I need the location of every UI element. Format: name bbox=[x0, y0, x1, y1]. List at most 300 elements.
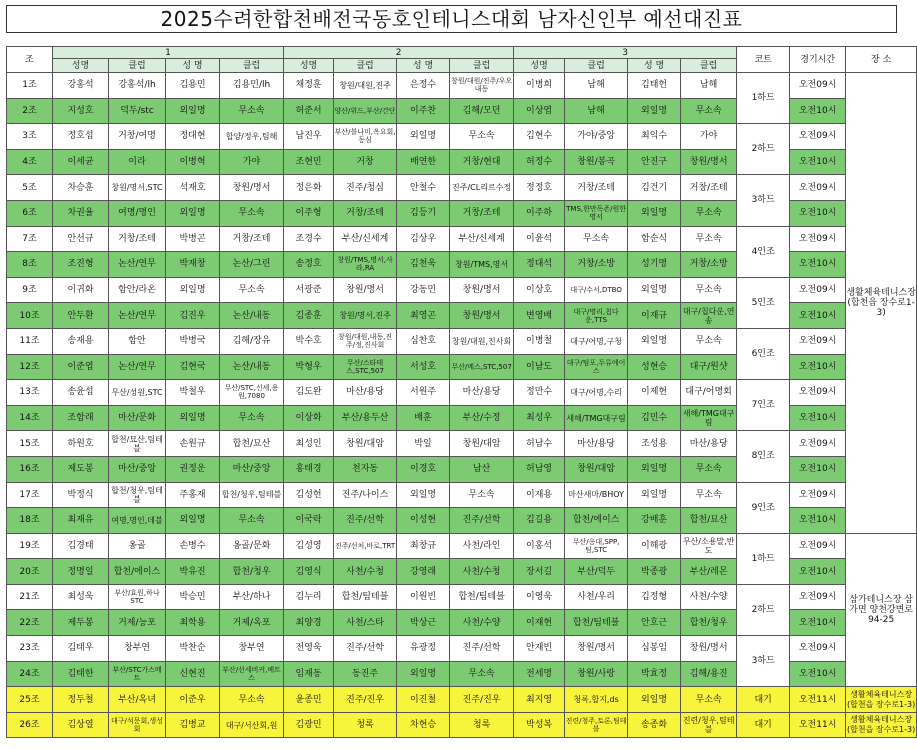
player-name: 김등기 bbox=[397, 200, 450, 226]
player-name: 하원호 bbox=[53, 431, 109, 457]
player-name: 외일명 bbox=[397, 482, 450, 508]
player-club: 거제/능포 bbox=[109, 610, 166, 636]
jo-label: 9조 bbox=[7, 277, 53, 303]
player-club: 청록 bbox=[334, 712, 397, 738]
player-club: 여명/명인 bbox=[109, 200, 166, 226]
jo-label: 15조 bbox=[7, 431, 53, 457]
player-name: 안호근 bbox=[628, 610, 681, 636]
player-club: 마산/중앙 bbox=[109, 456, 166, 482]
player-club: 무산/소용말,반도 bbox=[681, 533, 737, 559]
player-name: 이홍석 bbox=[514, 533, 565, 559]
court-label: 대기 bbox=[737, 687, 790, 713]
player-name: 외일명 bbox=[397, 124, 450, 150]
player-name: 박형우 bbox=[284, 354, 334, 380]
table-row bbox=[7, 431, 917, 457]
player-name: 김현국 bbox=[166, 354, 220, 380]
player-club: 창원/명서 bbox=[334, 277, 397, 303]
court-label: 8인조 bbox=[737, 431, 790, 482]
player-name: 박정식 bbox=[53, 482, 109, 508]
player-club: 창원/명서,STC bbox=[109, 175, 166, 201]
table-row bbox=[7, 124, 917, 150]
table-row bbox=[7, 73, 917, 99]
player-club: 창원/TMS,명서,사라,RA bbox=[334, 252, 397, 278]
player-name: 김천욱 bbox=[397, 252, 450, 278]
table-row bbox=[7, 584, 917, 610]
player-name: 강영래 bbox=[397, 559, 450, 585]
player-club: 합천/청우,팀테블 bbox=[220, 482, 284, 508]
match-time: 오전09시 bbox=[790, 482, 846, 508]
table-row bbox=[7, 533, 917, 559]
player-club: 부산/옥녀 bbox=[109, 687, 166, 713]
player-name: 김태한 bbox=[53, 661, 109, 687]
player-club: 무소속 bbox=[450, 482, 514, 508]
player-name: 이세균 bbox=[53, 149, 109, 175]
match-time: 오전11시 bbox=[790, 687, 846, 713]
player-name: 서성호 bbox=[397, 354, 450, 380]
player-club: 김해/장유 bbox=[220, 328, 284, 354]
player-name: 김용민 bbox=[166, 73, 220, 99]
player-name: 박상근 bbox=[397, 610, 450, 636]
player-club: 진주/선학 bbox=[450, 508, 514, 534]
player-club: 대구/어명,수리 bbox=[565, 380, 628, 406]
venue-label: 삼가테니스장 삼가면 양천강변로 94-25 bbox=[846, 533, 917, 687]
table-row bbox=[7, 712, 917, 738]
player-club: 마산새마/BHOY bbox=[565, 482, 628, 508]
player-name: 정대현 bbox=[166, 124, 220, 150]
player-club: 무산/옹대,SPP,팀,STC bbox=[565, 533, 628, 559]
player-name: 이상호 bbox=[514, 277, 565, 303]
jo-label: 14조 bbox=[7, 405, 53, 431]
court-label: 6인조 bbox=[737, 328, 790, 379]
player-club: 무소속 bbox=[450, 124, 514, 150]
player-name: 박병곤 bbox=[166, 226, 220, 252]
player-name: 외일명 bbox=[166, 508, 220, 534]
player-club: 동진주 bbox=[334, 661, 397, 687]
player-club: 김용민/lh bbox=[220, 73, 284, 99]
player-name: 최성우 bbox=[514, 405, 565, 431]
player-club: 창부연 bbox=[109, 636, 166, 662]
player-name: 외일명 bbox=[628, 277, 681, 303]
player-club: 부산/수정 bbox=[450, 405, 514, 431]
player-club: 마산/용당 bbox=[334, 380, 397, 406]
player-name: 외일명 bbox=[628, 98, 681, 124]
player-club: 논산/연무 bbox=[109, 303, 166, 329]
table-row bbox=[7, 328, 917, 354]
player-name: 조진형 bbox=[53, 252, 109, 278]
venue-label: 생활체육테니스장(합천읍 장수로1-3) bbox=[846, 73, 917, 534]
player-club: 창원/대암 bbox=[334, 431, 397, 457]
header-round-2: 2 bbox=[284, 47, 514, 59]
player-name: 이남도 bbox=[514, 354, 565, 380]
jo-label: 5조 bbox=[7, 175, 53, 201]
player-club: 진주/CL리르수정 bbox=[450, 175, 514, 201]
player-name: 제두봉 bbox=[53, 610, 109, 636]
player-name: 주홍재 bbox=[166, 482, 220, 508]
player-club: 합양/정우,팀해 bbox=[220, 124, 284, 150]
player-club: 논산/내동 bbox=[220, 354, 284, 380]
player-name: 조성용 bbox=[628, 431, 681, 457]
player-name: 송종화 bbox=[628, 712, 681, 738]
jo-label: 18조 bbox=[7, 508, 53, 534]
player-name: 김상우 bbox=[397, 226, 450, 252]
player-name: 김상열 bbox=[53, 712, 109, 738]
table-row bbox=[7, 226, 917, 252]
player-club: 대구/어명,구청 bbox=[565, 328, 628, 354]
match-time: 오전10시 bbox=[790, 508, 846, 534]
player-club: 청록,합지,ds bbox=[565, 687, 628, 713]
player-name: 조함래 bbox=[53, 405, 109, 431]
player-club: 합천/묘산 bbox=[220, 431, 284, 457]
player-club: 부산/블나미,옥요회,동심 bbox=[334, 124, 397, 150]
player-club: 진련/청주,토론,팀테블 bbox=[565, 712, 628, 738]
player-name: 최지영 bbox=[514, 687, 565, 713]
player-club: 무소속 bbox=[220, 508, 284, 534]
court-label: 4인조 bbox=[737, 226, 790, 277]
player-club: 무산/STC,신세,용원,7080 bbox=[220, 380, 284, 406]
player-name: 김성영 bbox=[284, 533, 334, 559]
court-label: 7인조 bbox=[737, 380, 790, 431]
match-time: 오전10시 bbox=[790, 456, 846, 482]
player-club: 합천/팀테블 bbox=[450, 584, 514, 610]
player-club: 무산/스타테스,STC,507 bbox=[334, 354, 397, 380]
player-club: 진주/선학 bbox=[334, 636, 397, 662]
player-name: 김현수 bbox=[514, 124, 565, 150]
player-club: 청록 bbox=[450, 712, 514, 738]
header-place: 장 소 bbox=[846, 47, 917, 73]
player-club: TMS,한만독존/원한명서 bbox=[565, 200, 628, 226]
player-name: 이원빈 bbox=[397, 584, 450, 610]
player-name: 외일명 bbox=[166, 405, 220, 431]
player-name: 김태우 bbox=[53, 636, 109, 662]
court-label: 2하드 bbox=[737, 124, 790, 175]
jo-label: 25조 bbox=[7, 687, 53, 713]
player-name: 변영배 bbox=[514, 303, 565, 329]
player-club: 부산/용두산 bbox=[334, 405, 397, 431]
player-name: 최익수 bbox=[628, 124, 681, 150]
header-field: 클럽 bbox=[565, 59, 628, 73]
player-name: 윤종민 bbox=[284, 687, 334, 713]
player-name: 심봉임 bbox=[628, 636, 681, 662]
player-name: 외일명 bbox=[166, 98, 220, 124]
player-club: 합천/팀테블 bbox=[334, 584, 397, 610]
player-club: 거창/조테 bbox=[220, 226, 284, 252]
match-time: 오전09시 bbox=[790, 277, 846, 303]
match-time: 오전10시 bbox=[790, 354, 846, 380]
player-club: 무소속 bbox=[220, 200, 284, 226]
player-club: 사천/수양 bbox=[681, 584, 737, 610]
player-name: 김민수 bbox=[628, 405, 681, 431]
player-name: 유광정 bbox=[397, 636, 450, 662]
table-row bbox=[7, 380, 917, 406]
jo-label: 12조 bbox=[7, 354, 53, 380]
player-name: 함순식 bbox=[628, 226, 681, 252]
player-name: 박병국 bbox=[166, 328, 220, 354]
player-name: 제도봉 bbox=[53, 456, 109, 482]
player-club: 마산/용당 bbox=[681, 431, 737, 457]
player-name: 외일명 bbox=[628, 200, 681, 226]
player-club: 옹골/문화 bbox=[220, 533, 284, 559]
player-name: 최양경 bbox=[284, 610, 334, 636]
player-name: 신현진 bbox=[166, 661, 220, 687]
player-name: 안진구 bbox=[628, 149, 681, 175]
match-time: 오전10시 bbox=[790, 200, 846, 226]
player-name: 허남수 bbox=[514, 431, 565, 457]
jo-label: 6조 bbox=[7, 200, 53, 226]
player-name: 외일명 bbox=[628, 328, 681, 354]
court-label: 1하드 bbox=[737, 73, 790, 124]
player-name: 배훈 bbox=[397, 405, 450, 431]
player-club: 창원/명서 bbox=[565, 636, 628, 662]
player-club: 대구/석문회,생성회 bbox=[109, 712, 166, 738]
player-name: 김길용 bbox=[514, 508, 565, 534]
player-name: 전세명 bbox=[514, 661, 565, 687]
player-club: 진련/청우,팀테블 bbox=[681, 712, 737, 738]
match-time: 오전09시 bbox=[790, 226, 846, 252]
jo-label: 21조 bbox=[7, 584, 53, 610]
match-time: 오전11시 bbox=[790, 712, 846, 738]
player-club: 가야 bbox=[681, 124, 737, 150]
jo-label: 8조 bbox=[7, 252, 53, 278]
player-club: 무산/메스,STC,507 bbox=[450, 354, 514, 380]
player-club: 사천/수청 bbox=[450, 559, 514, 585]
player-name: 김건기 bbox=[628, 175, 681, 201]
player-name: 정대석 bbox=[514, 252, 565, 278]
player-name: 조현민 bbox=[284, 149, 334, 175]
player-name: 이귀화 bbox=[53, 277, 109, 303]
player-name: 차현승 bbox=[397, 712, 450, 738]
player-name: 이재규 bbox=[628, 303, 681, 329]
player-name: 심찬호 bbox=[397, 328, 450, 354]
header-jo: 조 bbox=[7, 47, 53, 73]
table-row bbox=[7, 277, 917, 303]
table-row bbox=[7, 636, 917, 662]
player-club: 거창/소방 bbox=[681, 252, 737, 278]
header-round-3: 3 bbox=[514, 47, 737, 59]
player-club: 이라 bbox=[109, 149, 166, 175]
player-name: 강배훈 bbox=[628, 508, 681, 534]
match-time: 오전09시 bbox=[790, 73, 846, 99]
player-name: 김영식 bbox=[284, 559, 334, 585]
player-club: 창원/명서,진주 bbox=[334, 303, 397, 329]
player-club: 무소속 bbox=[565, 226, 628, 252]
match-time: 오전09시 bbox=[790, 533, 846, 559]
court-label: 9인조 bbox=[737, 482, 790, 533]
player-club: 남산 bbox=[450, 456, 514, 482]
table-row bbox=[7, 687, 917, 713]
player-club: 마산/용당 bbox=[450, 380, 514, 406]
player-name: 외일명 bbox=[628, 456, 681, 482]
player-club: 부산/신세계 bbox=[450, 226, 514, 252]
player-club: 함안/라온 bbox=[109, 277, 166, 303]
match-time: 오전09시 bbox=[790, 584, 846, 610]
header-field: 성 명 bbox=[166, 59, 220, 73]
header-field: 성 명 bbox=[628, 59, 681, 73]
player-club: 새해/TMG대구림 bbox=[565, 405, 628, 431]
court-label: 1하드 bbox=[737, 533, 790, 584]
player-name: 이진철 bbox=[397, 687, 450, 713]
header-field: 성 명 bbox=[397, 59, 450, 73]
player-club: 진주/진우 bbox=[450, 687, 514, 713]
player-name: 조경수 bbox=[284, 226, 334, 252]
player-name: 박유진 bbox=[166, 559, 220, 585]
player-club: 무소속 bbox=[220, 98, 284, 124]
player-name: 권정운 bbox=[166, 456, 220, 482]
player-name: 장서길 bbox=[514, 559, 565, 585]
player-name: 허정수 bbox=[514, 149, 565, 175]
player-club: 부산/효원,하나STC bbox=[109, 584, 166, 610]
jo-label: 10조 bbox=[7, 303, 53, 329]
court-label: 2하드 bbox=[737, 584, 790, 635]
player-club: 양산/위드,부산/간단 bbox=[334, 98, 397, 124]
jo-label: 22조 bbox=[7, 610, 53, 636]
player-name: 안선규 bbox=[53, 226, 109, 252]
player-club: 사천/수양 bbox=[450, 610, 514, 636]
player-club: 부산/덕두 bbox=[565, 559, 628, 585]
player-name: 정정호 bbox=[514, 175, 565, 201]
jo-label: 23조 bbox=[7, 636, 53, 662]
player-name: 김태헌 bbox=[628, 73, 681, 99]
match-time: 오전09시 bbox=[790, 124, 846, 150]
player-name: 박찬순 bbox=[166, 636, 220, 662]
match-time: 오전09시 bbox=[790, 636, 846, 662]
player-club: 합천/청우 bbox=[681, 610, 737, 636]
match-time: 오전10시 bbox=[790, 303, 846, 329]
player-club: 강홍석/lh bbox=[109, 73, 166, 99]
player-club: 창원/명서 bbox=[450, 303, 514, 329]
player-name: 이주하 bbox=[514, 200, 565, 226]
player-name: 정호섭 bbox=[53, 124, 109, 150]
player-name: 서광준 bbox=[284, 277, 334, 303]
player-club: 부산/STC가스메트 bbox=[109, 661, 166, 687]
player-club: 거창/조테 bbox=[109, 226, 166, 252]
player-club: 거창/조테 bbox=[681, 175, 737, 201]
table-row bbox=[7, 175, 917, 201]
player-club: 창원/봉곡 bbox=[565, 149, 628, 175]
player-name: 박수호 bbox=[284, 328, 334, 354]
player-club: 대구/수서,DTBO bbox=[565, 277, 628, 303]
court-label: 3하드 bbox=[737, 636, 790, 687]
player-name: 이병혁 bbox=[166, 149, 220, 175]
player-name: 배연한 bbox=[397, 149, 450, 175]
player-name: 차승훈 bbox=[53, 175, 109, 201]
header-field: 성명 bbox=[284, 59, 334, 73]
jo-label: 7조 bbox=[7, 226, 53, 252]
player-club: 마산/용당 bbox=[565, 431, 628, 457]
table-row bbox=[7, 482, 917, 508]
player-club: 부산/레몬 bbox=[681, 559, 737, 585]
player-club: 대구/서산회,원 bbox=[220, 712, 284, 738]
player-club: 논산/그린 bbox=[220, 252, 284, 278]
player-name: 이재용 bbox=[514, 482, 565, 508]
player-club: 김해/모던 bbox=[450, 98, 514, 124]
player-club: 무산/성원,STC bbox=[109, 380, 166, 406]
player-name: 이병희 bbox=[514, 73, 565, 99]
player-name: 김광민 bbox=[284, 712, 334, 738]
player-club: 진주/나이스 bbox=[334, 482, 397, 508]
player-club: 가야 bbox=[220, 149, 284, 175]
page-title: 2025수려한합천배전국동호인테니스대회 남자신인부 예선대진표 bbox=[6, 5, 897, 33]
player-club: 거창/현대 bbox=[450, 149, 514, 175]
player-club: 창원/명서 bbox=[220, 175, 284, 201]
header-row-rounds bbox=[7, 47, 917, 59]
player-club: 거창/조테 bbox=[565, 175, 628, 201]
player-club: 창부연 bbox=[220, 636, 284, 662]
player-club: 옹골 bbox=[109, 533, 166, 559]
player-club: 무소속 bbox=[681, 98, 737, 124]
header-field: 성명 bbox=[514, 59, 565, 73]
player-club: 무소속 bbox=[681, 687, 737, 713]
player-name: 이해광 bbox=[628, 533, 681, 559]
player-club: 김해/용진 bbox=[681, 661, 737, 687]
player-club: 진주/선학 bbox=[334, 508, 397, 534]
player-club: 창원/명서 bbox=[681, 149, 737, 175]
player-club: 대구/어명회 bbox=[681, 380, 737, 406]
player-name: 최성욱 bbox=[53, 584, 109, 610]
header-field: 클럽 bbox=[334, 59, 397, 73]
jo-label: 24조 bbox=[7, 661, 53, 687]
player-name: 최재유 bbox=[53, 508, 109, 534]
player-name: 김진우 bbox=[166, 303, 220, 329]
player-club: 함안 bbox=[109, 328, 166, 354]
player-club: 창원/대암 bbox=[450, 431, 514, 457]
header-court: 코트 bbox=[737, 47, 790, 73]
player-name: 외일명 bbox=[166, 277, 220, 303]
player-name: 손원규 bbox=[166, 431, 220, 457]
match-time: 오전10시 bbox=[790, 252, 846, 278]
player-name: 안철수 bbox=[397, 175, 450, 201]
match-time: 오전09시 bbox=[790, 328, 846, 354]
player-club: 창원/명서 bbox=[450, 277, 514, 303]
player-club: 거제/옥포 bbox=[220, 610, 284, 636]
player-name: 이재현 bbox=[514, 610, 565, 636]
header-field: 클럽 bbox=[450, 59, 514, 73]
match-time: 오전09시 bbox=[790, 380, 846, 406]
player-club: 부산/신세계 bbox=[334, 226, 397, 252]
player-name: 차권율 bbox=[53, 200, 109, 226]
player-club: 무소속 bbox=[681, 277, 737, 303]
player-name: 이주찬 bbox=[397, 98, 450, 124]
player-name: 정만수 bbox=[514, 380, 565, 406]
player-name: 이성현 bbox=[397, 508, 450, 534]
player-name: 박철우 bbox=[166, 380, 220, 406]
court-label: 5인조 bbox=[737, 277, 790, 328]
player-club: 천자동 bbox=[334, 456, 397, 482]
player-club: 창원/명서 bbox=[681, 636, 737, 662]
header-field: 클럽 bbox=[681, 59, 737, 73]
player-club: 무소속 bbox=[681, 328, 737, 354]
player-name: 홍태경 bbox=[284, 456, 334, 482]
player-name: 이윤석 bbox=[514, 226, 565, 252]
jo-label: 11조 bbox=[7, 328, 53, 354]
player-club: 무소속 bbox=[681, 456, 737, 482]
player-club: 진주/진우 bbox=[334, 687, 397, 713]
player-name: 채정훈 bbox=[284, 73, 334, 99]
player-name: 석재호 bbox=[166, 175, 220, 201]
player-name: 이국락 bbox=[284, 508, 334, 534]
player-name: 허남영 bbox=[514, 456, 565, 482]
player-name: 은정수 bbox=[397, 73, 450, 99]
player-club: 논산/연무 bbox=[109, 252, 166, 278]
player-club: 창원/대원,진주 bbox=[334, 73, 397, 99]
player-club: 거창/조테 bbox=[450, 200, 514, 226]
player-name: 외일명 bbox=[397, 661, 450, 687]
player-club: 창원/대원,진사회 bbox=[450, 328, 514, 354]
player-name: 김병교 bbox=[166, 712, 220, 738]
player-club: 사천/라인 bbox=[450, 533, 514, 559]
player-name: 김정형 bbox=[628, 584, 681, 610]
player-name: 임재동 bbox=[284, 661, 334, 687]
player-name: 성현승 bbox=[628, 354, 681, 380]
